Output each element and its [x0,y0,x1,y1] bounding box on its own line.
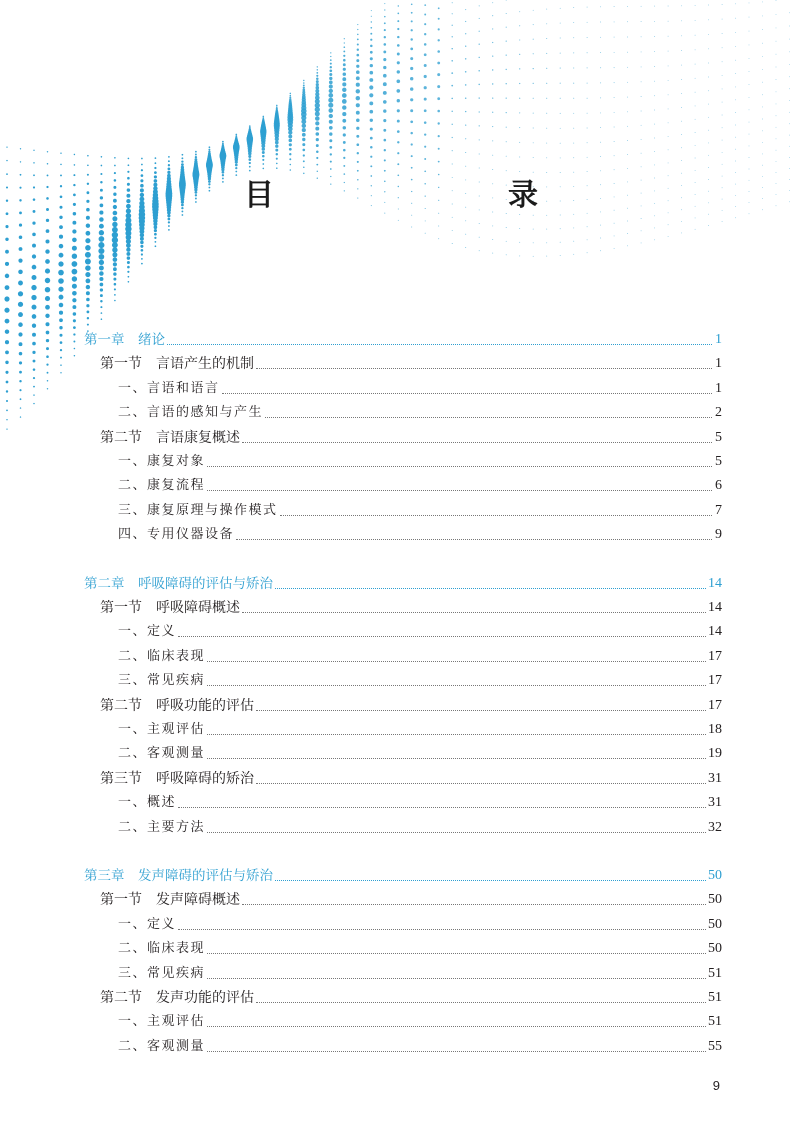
toc-entry-chapter [84,327,722,349]
page-title: 目 录 [244,178,596,213]
toc-entry-item [118,961,722,983]
toc-entry-page: 55 [708,1038,722,1054]
dot-leader [207,1025,706,1027]
dot-leader [207,733,706,735]
toc-entry-page: 31 [708,795,722,811]
toc-entry-label: 第三章 发声障碍的评估与矫治 [84,868,273,884]
toc-entry-item [118,376,722,398]
dot-leader [256,782,706,784]
dot-leader [167,343,712,345]
dot-leader [207,831,706,833]
dot-leader [242,903,706,905]
toc-entry-label: 第一节 呼吸障碍概述 [100,600,240,616]
toc-entry-page: 19 [708,746,722,762]
dot-leader [256,367,712,369]
dot-leader [178,928,706,930]
toc-entry-page: 1 [715,380,722,396]
toc-entry-label: 一、主观评估 [118,722,206,737]
toc-entry-label: 四、专用仪器设备 [118,527,235,543]
toc-entry-section [100,985,722,1007]
toc-entry-section [100,351,722,373]
toc-entry-label: 第一节 言语产生的机制 [100,356,254,373]
toc-entry-label: 一、概述 [118,795,177,811]
toc-entry-label: 二、主要方法 [118,819,206,835]
toc-entry-page: 1 [715,356,722,372]
toc-entry-item [118,400,722,422]
toc-entry-label: 一、定义 [118,916,177,932]
toc-entry-label: 第二节 言语康复概述 [100,429,240,446]
toc-entry-page: 50 [708,941,722,957]
toc-entry-item [118,619,722,641]
page-number: 9 [712,1078,720,1093]
dot-leader [207,757,706,759]
toc-entry-label: 二、言语的感知与产生 [118,405,264,421]
toc-entry-label: 第二节 发声功能的评估 [100,990,254,1006]
toc-entry-section [100,595,722,617]
dot-leader [207,684,706,686]
dot-leader [242,441,712,443]
dot-leader [207,977,706,979]
toc-entry-page: 50 [708,916,722,932]
dot-leader [275,879,706,881]
toc-entry-label: 二、康复流程 [118,478,206,494]
toc-entry-section [100,693,722,715]
toc-entry-page: 14 [708,624,722,640]
dot-leader [207,1050,706,1052]
toc-entry-label: 第三节 呼吸障碍的矫治 [100,770,254,787]
dot-leader [275,587,706,589]
dot-leader [265,416,712,418]
toc-entry-page: 51 [708,990,722,1005]
dot-leader [178,806,706,808]
toc-entry-item [118,1034,722,1056]
dot-leader [207,952,706,954]
toc-entry-section [100,887,722,909]
dot-leader [236,538,712,540]
toc-entry-label: 二、临床表现 [118,941,206,957]
toc-entry-label: 第一章 绪论 [84,332,165,348]
toc-entry-page: 1 [715,332,722,347]
dot-leader [178,635,706,637]
toc-entry-page: 50 [708,892,722,908]
toc-entry-page: 18 [708,722,722,737]
toc-entry-item [118,912,722,934]
toc-entry-label: 三、康复原理与操作模式 [118,502,278,518]
toc-entry-page: 51 [708,965,722,981]
toc-entry-page: 6 [715,478,722,494]
toc-entry-label: 一、言语和语言 [118,380,220,396]
toc-entry-item [118,1009,722,1031]
dot-leader [222,392,712,394]
toc-entry-item [118,741,722,763]
dot-leader [256,1001,706,1003]
toc-entry-label: 二、客观测量 [118,746,206,762]
dot-leader [207,465,712,467]
toc-entry-item [118,815,722,837]
toc-entry-item [118,498,722,520]
toc-entry-item [118,717,722,739]
toc-entry-label: 三、常见疾病 [118,673,206,689]
dot-leader [242,611,706,613]
toc-entry-label: 第二章 呼吸障碍的评估与矫治 [84,575,273,592]
toc-entry-label: 一、定义 [118,624,177,640]
toc-entry-label: 一、康复对象 [118,454,206,469]
toc-entry-item [118,473,722,495]
toc-entry-page: 7 [715,502,722,518]
toc-entry-label: 二、客观测量 [118,1038,206,1054]
toc-entry-page: 2 [715,405,722,421]
toc-entry-page: 17 [708,697,722,713]
toc-entry-page: 5 [715,454,722,469]
toc-entry-item [118,644,722,666]
toc-entry-chapter [84,571,722,593]
toc-entry-page: 31 [708,770,722,786]
toc-entry-chapter [84,863,722,885]
toc-entry-page: 14 [708,600,722,615]
toc-entry-item [118,522,722,544]
toc-entry-page: 50 [708,868,722,883]
toc-entry-label: 三、常见疾病 [118,965,206,981]
toc-entry-section [100,425,722,447]
toc-entry-item [118,790,722,812]
toc-entry-page: 51 [708,1014,722,1030]
toc-entry-item [118,668,722,690]
toc-entry-page: 32 [708,819,722,835]
toc-entry-label: 二、临床表现 [118,648,206,664]
toc-entry-item [118,449,722,471]
toc-entry-item [118,936,722,958]
toc-entry-section [100,766,722,788]
dot-leader [207,489,712,491]
dot-leader [280,514,712,516]
dot-leader [256,709,706,711]
toc-entry-page: 9 [715,527,722,543]
toc-entry-label: 第二节 呼吸功能的评估 [100,697,254,714]
toc-entry-page: 17 [708,673,722,689]
dot-leader [207,660,706,662]
toc-entry-page: 14 [708,575,722,591]
toc-entry-label: 第一节 发声障碍概述 [100,892,240,909]
toc-entry-label: 一、主观评估 [118,1014,206,1030]
toc-entry-page: 5 [715,429,722,445]
toc-entry-page: 17 [708,648,722,664]
